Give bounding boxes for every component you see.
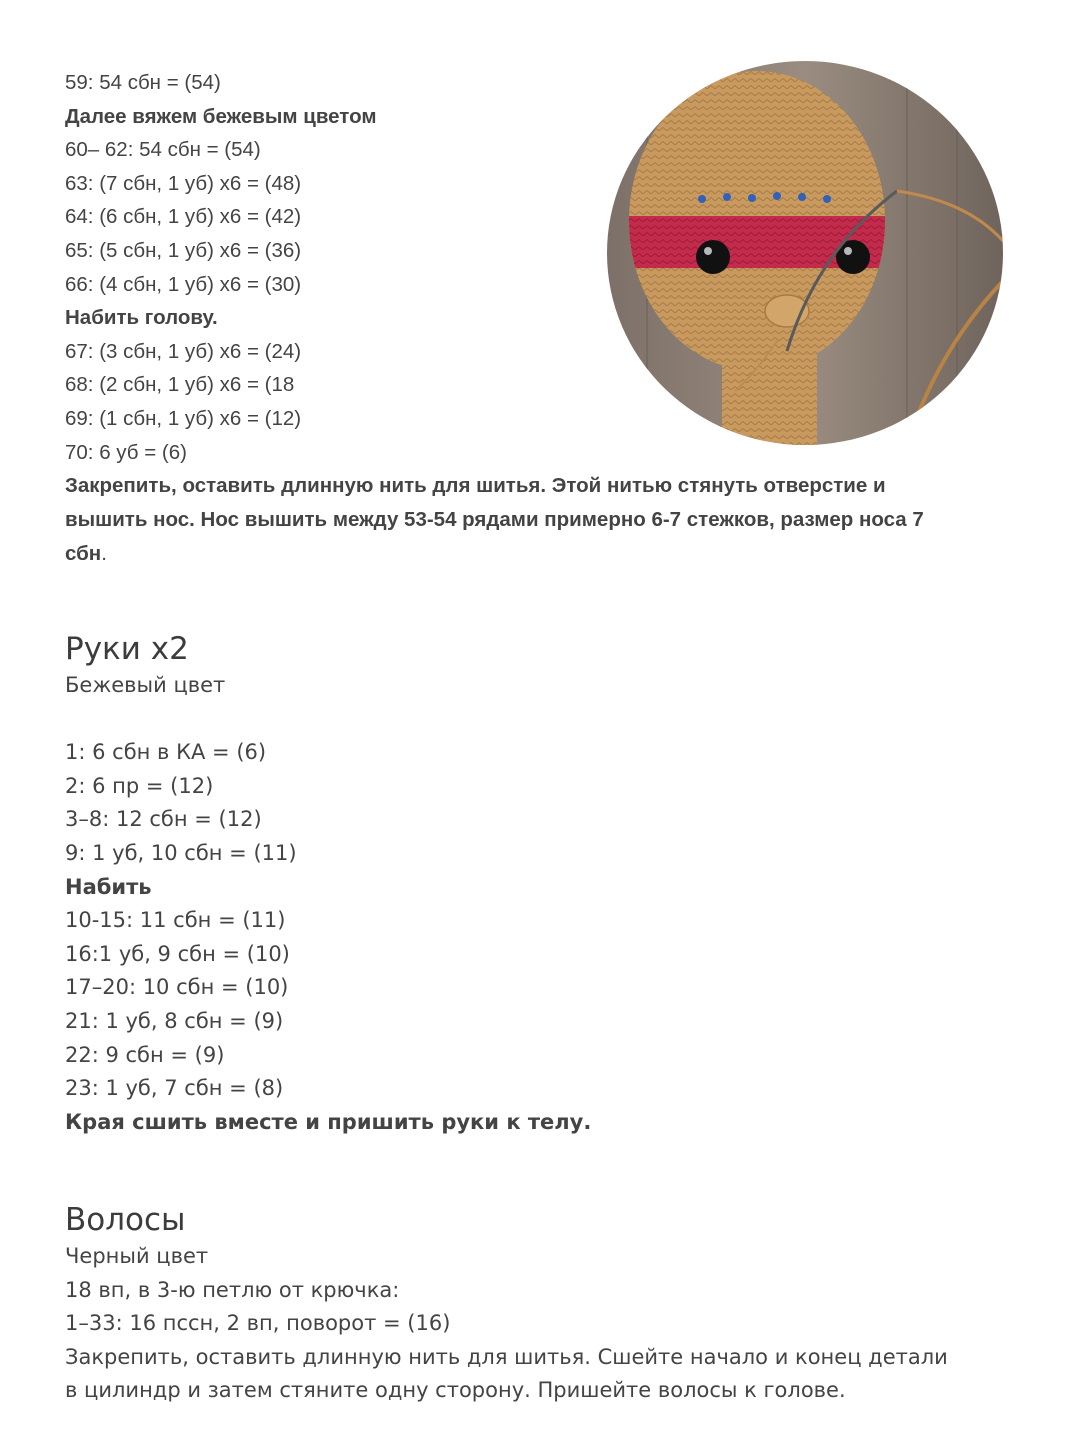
hair-row-line: Закрепить, оставить длинную нить для шитья. Сшейте начало и конец детали	[65, 1344, 948, 1369]
head-closing-paragraph	[65, 469, 945, 571]
closing-dot: .	[101, 542, 107, 566]
head-row-line: 63: (7 сбн, 1 уб) х6 = (48)	[65, 171, 302, 195]
hair-section	[65, 1200, 948, 1408]
hair-row-line: Черный цвет	[65, 1244, 209, 1268]
head-row-line: Далее вяжем бежевым цветом	[65, 104, 377, 128]
arms-section	[65, 629, 591, 1139]
head-row-line: Набить голову.	[65, 306, 218, 330]
arms-row-line: 16:1 уб, 9 сбн = (10)	[65, 941, 290, 966]
hair-row-line: в цилиндр и затем стяните одну сторону. Пришейте волосы к голове.	[65, 1378, 846, 1403]
arms-rows-list	[65, 736, 591, 1139]
arms-row-line: 21: 1 уб, 8 сбн = (9)	[65, 1008, 284, 1033]
arms-heading: Руки х2	[65, 631, 189, 667]
arms-row-line: 1: 6 сбн в КА = (6)	[65, 740, 267, 765]
head-row-line: 69: (1 сбн, 1 уб) х6 = (12)	[65, 406, 302, 430]
head-row-line: 70: 6 уб = (6)	[65, 440, 187, 464]
arms-row-line: 23: 1 уб, 7 сбн = (8)	[65, 1076, 284, 1101]
doll-head-illustration	[607, 61, 1003, 445]
left-eye	[696, 240, 730, 274]
arms-row-line: 10-15: 11 сбн = (11)	[65, 908, 286, 933]
hair-row-line: 18 вп, в 3-ю петлю от крючка:	[65, 1277, 400, 1302]
head-row-line: 64: (6 сбн, 1 уб) х6 = (42)	[65, 205, 302, 229]
head-row-line: 60– 62: 54 сбн = (54)	[65, 138, 261, 162]
head-row-line: 67: (3 сбн, 1 уб) х6 = (24)	[65, 339, 302, 363]
head-row-line: 59: 54 сбн = (54)	[65, 71, 221, 94]
arms-row-line: 22: 9 сбн = (9)	[65, 1042, 225, 1067]
head-row-line: 66: (4 сбн, 1 уб) х6 = (30)	[65, 272, 302, 296]
hair-heading: Волосы	[65, 1202, 186, 1238]
arms-row-line: Набить	[65, 874, 152, 899]
arms-row-line: 3–8: 12 сбн = (12)	[65, 807, 262, 832]
hair-row-line: 1–33: 16 пссн, 2 вп, поворот = (16)	[65, 1311, 451, 1336]
arms-row-line: 9: 1 уб, 10 сбн = (11)	[65, 840, 297, 865]
hair-rows-list	[65, 1240, 948, 1408]
arms-row-line: 2: 6 пр = (12)	[65, 773, 214, 798]
head-row-line: 65: (5 сбн, 1 уб) х6 = (36)	[65, 238, 302, 262]
arms-color-note: Бежевый цвет	[65, 673, 226, 697]
arms-row-line: 17–20: 10 сбн = (10)	[65, 975, 289, 1000]
doll-head-photo	[607, 61, 1003, 445]
closing-text: Закрепить, оставить длинную нить для шитья. Этой нитью стянуть отверстие и вышить нос. Нос вышить между 53-54 рядами примерно 6-7 стежков, размер носа 7 сбн	[65, 474, 924, 566]
arms-row-line: Края сшить вместе и пришить руки к телу.	[65, 1109, 592, 1134]
head-row-line: 68: (2 сбн, 1 уб) х6 = (18	[65, 373, 295, 397]
